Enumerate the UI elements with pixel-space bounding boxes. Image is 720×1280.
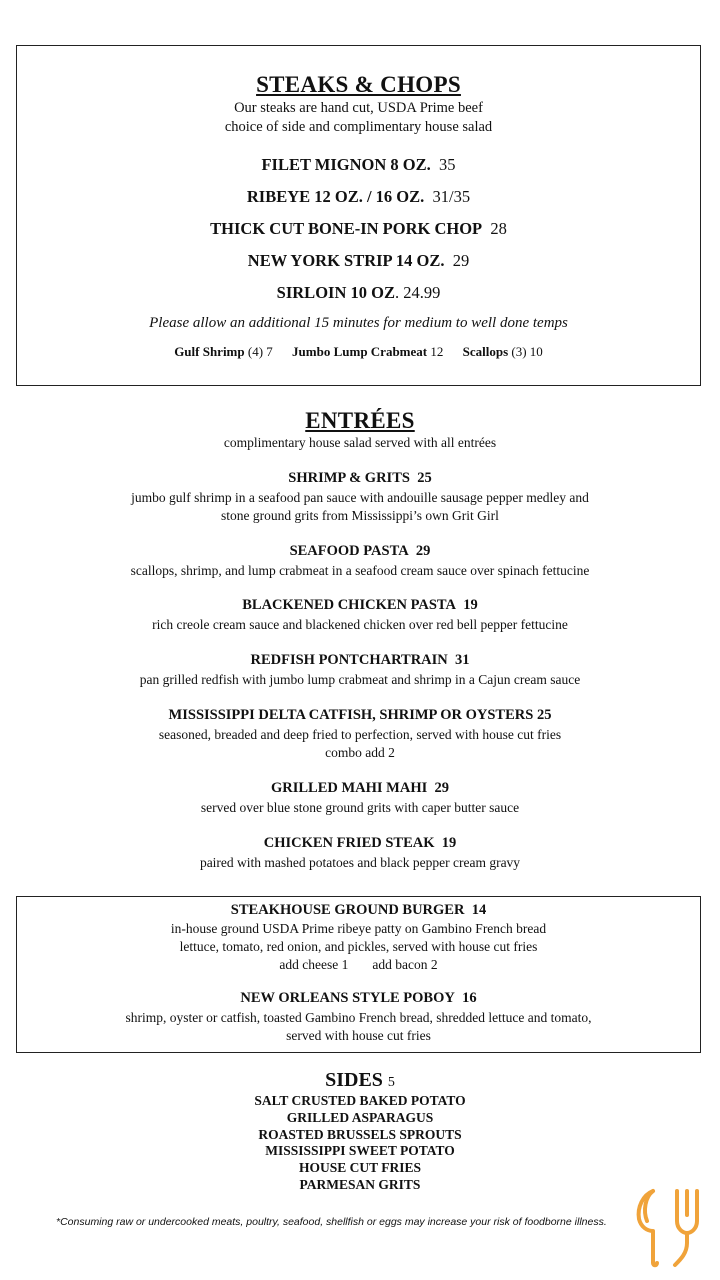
entree-desc: scallops, shrimp, and lump crabmeat in a seafood cream sauce over spinach fettucine xyxy=(130,563,590,578)
steaks-title: STEAKS & CHOPS xyxy=(256,72,461,97)
burger-extras: add cheese 1 add bacon 2 xyxy=(279,957,438,972)
entree-item-name: BLACKENED CHICKEN PASTA 19 xyxy=(242,597,478,613)
side-item: GRILLED ASPARAGUS xyxy=(286,1110,434,1125)
entree-item-name: REDFISH PONTCHARTRAIN 31 xyxy=(250,652,470,668)
addon-price: (4) 7 xyxy=(247,344,273,359)
addon-item xyxy=(463,344,543,360)
entree-price: 19 xyxy=(463,597,478,613)
burger-desc-2: lettuce, tomato, red onion, and pickles, served with house cut fries xyxy=(179,939,538,954)
fork-spoon-logo-icon xyxy=(631,1185,705,1269)
steak-item xyxy=(17,251,700,271)
addon-price: 12 xyxy=(430,344,444,359)
steak-item-price: 29 xyxy=(452,251,470,270)
entree-desc: stone ground grits from Mississippi’s own Grit Girl xyxy=(221,508,499,523)
entrees-subtitle: complimentary house salad served with all entrées xyxy=(223,435,497,450)
sides-price: 5 xyxy=(387,1075,395,1090)
side-item: ROASTED BRUSSELS SPROUTS xyxy=(258,1127,462,1142)
temps-note: Please allow an additional 15 minutes for medium to well done temps xyxy=(149,315,568,331)
steak-item xyxy=(17,283,700,303)
addon-item xyxy=(292,344,443,360)
side-item: MISSISSIPPI SWEET POTATO xyxy=(265,1143,455,1158)
entree-desc: pan grilled redfish with jumbo lump crabmeat and shrimp in a Cajun cream sauce xyxy=(139,672,581,687)
entree-desc: jumbo gulf shrimp in a seafood pan sauce with andouille sausage pepper medley and xyxy=(131,490,589,505)
steak-item xyxy=(17,187,700,207)
steak-item-price: . 24.99 xyxy=(394,283,441,302)
steak-item-name: NEW YORK STRIP 14 OZ. xyxy=(247,251,445,270)
poboy-desc-1: shrimp, oyster or catfish, toasted Gambino French bread, shredded lettuce and tomato, xyxy=(125,1010,592,1025)
entree-desc: paired with mashed potatoes and black pepper cream gravy xyxy=(199,855,521,870)
side-item: HOUSE CUT FRIES xyxy=(298,1160,422,1175)
poboy-desc-2: served with house cut fries xyxy=(286,1028,431,1043)
steak-item-name: SIRLOIN 10 OZ xyxy=(276,283,395,302)
steak-item-name: THICK CUT BONE-IN PORK CHOP xyxy=(210,219,483,238)
entree-price: 31 xyxy=(455,652,470,668)
poboy-price: 16 xyxy=(462,990,477,1006)
steaks-subtitle-1: Our steaks are hand cut, USDA Prime beef xyxy=(234,100,483,116)
entree-desc: served over blue stone ground grits with caper butter sauce xyxy=(200,800,520,815)
sides-title: SIDES 5 xyxy=(325,1069,395,1091)
steak-item-name: FILET MIGNON 8 OZ. xyxy=(261,155,431,174)
entree-item-name: SHRIMP & GRITS 25 xyxy=(288,470,432,486)
burger-desc-1: in-house ground USDA Prime ribeye patty on Gambino French bread xyxy=(170,921,547,936)
foodborne-disclaimer: *Consuming raw or undercooked meats, poultry, seafood, shellfish or eggs may increase your risk of foodborne illness. xyxy=(56,1216,607,1228)
entree-item-name: MISSISSIPPI DELTA CATFISH, SHRIMP OR OYSTERS 25 xyxy=(168,707,552,723)
entree-item-name: CHICKEN FRIED STEAK 19 xyxy=(263,835,457,851)
steaks-subtitle-2: choice of side and complimentary house salad xyxy=(224,119,493,135)
steak-item-name: RIBEYE 12 OZ. / 16 OZ. xyxy=(246,187,425,206)
entree-desc: combo add 2 xyxy=(325,745,395,760)
steak-item-price: 28 xyxy=(490,219,507,238)
entrees-title: ENTRÉES xyxy=(305,408,415,433)
side-item: SALT CRUSTED BAKED POTATO xyxy=(254,1093,466,1108)
addon-name: Gulf Shrimp xyxy=(174,344,245,359)
entree-price: 29 xyxy=(415,543,431,559)
entree-item-name: SEAFOOD PASTA 29 xyxy=(289,543,431,559)
steak-item xyxy=(17,155,700,175)
sandwiches-section xyxy=(16,896,701,1053)
entree-price: 29 xyxy=(434,780,450,796)
burger-name: STEAKHOUSE GROUND BURGER 14 xyxy=(230,902,487,918)
addon-price: (3) 10 xyxy=(511,344,543,359)
addon-item xyxy=(174,344,273,360)
side-item: PARMESAN GRITS xyxy=(299,1177,421,1192)
entree-price: 25 xyxy=(536,707,552,723)
burger-price: 14 xyxy=(471,902,487,918)
steak-item-price: 35 xyxy=(439,155,456,174)
addons-row xyxy=(17,344,700,360)
steaks-section xyxy=(16,45,701,386)
addon-name: Scallops xyxy=(462,344,509,359)
entree-item-name: GRILLED MAHI MAHI 29 xyxy=(270,780,450,796)
entree-price: 19 xyxy=(441,835,457,851)
steak-item xyxy=(17,219,700,239)
poboy-name: NEW ORLEANS STYLE POBOY 16 xyxy=(240,990,477,1006)
entree-desc: seasoned, breaded and deep fried to perfection, served with house cut fries xyxy=(158,727,562,742)
entree-price: 25 xyxy=(417,470,432,486)
steak-item-price: 31/35 xyxy=(432,187,471,206)
entree-desc: rich creole cream sauce and blackened chicken over red bell pepper fettucine xyxy=(152,617,568,632)
addon-name: Jumbo Lump Crabmeat xyxy=(292,344,428,359)
